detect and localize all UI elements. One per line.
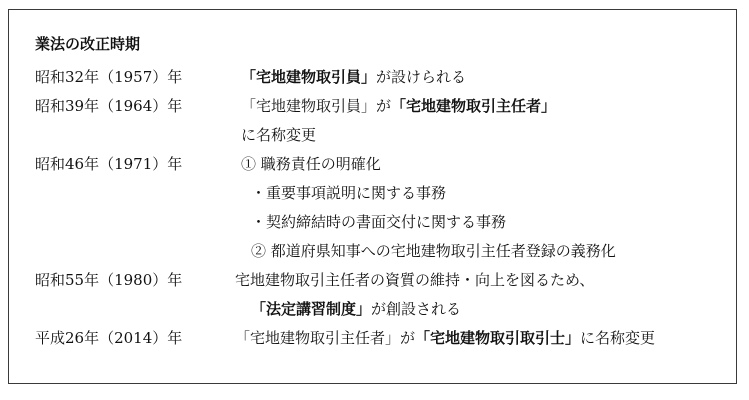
description-text: 「宅地建物取引員」が [241,97,392,115]
row-description [241,63,466,91]
row-description: ・契約締結時の書面交付に関する事務 [251,213,507,231]
row-date: 昭和46年（1971）年 [35,155,183,173]
row-description: ① 職務責任の明確化 [241,155,381,173]
emphasized-term: 「宅地建物取引員」 [241,68,377,86]
emphasized-term: 「宅地建物取引主任者」 [391,97,557,115]
row-date: 昭和55年（1980）年 [35,271,183,289]
row-description: ② 都道府県知事への宅地建物取引主任者登録の義務化 [251,242,616,260]
description-text: が設けられる [376,68,467,86]
emphasized-term: 「宅地建物取引取引士」 [415,329,581,347]
description-text: 「宅地建物取引主任者」が [235,329,416,347]
box-heading: 業法の改正時期 [35,35,141,53]
row-date: 昭和39年（1964）年 [35,97,183,115]
row-description: に名称変更 [241,126,317,144]
row-description [235,324,655,352]
row-date: 平成26年（2014）年 [35,329,183,347]
row-description [251,295,461,323]
description-text: に名称変更 [580,329,656,347]
row-description: ・重要事項説明に関する事務 [251,184,447,202]
amendment-history-box [8,9,737,384]
description-text: が創設される [371,300,462,318]
row-description: 宅地建物取引主任者の資質の維持・向上を図るため、 [235,271,595,289]
emphasized-term: 「法定講習制度」 [251,300,372,318]
row-description [241,92,556,120]
row-date: 昭和32年（1957）年 [35,68,183,86]
